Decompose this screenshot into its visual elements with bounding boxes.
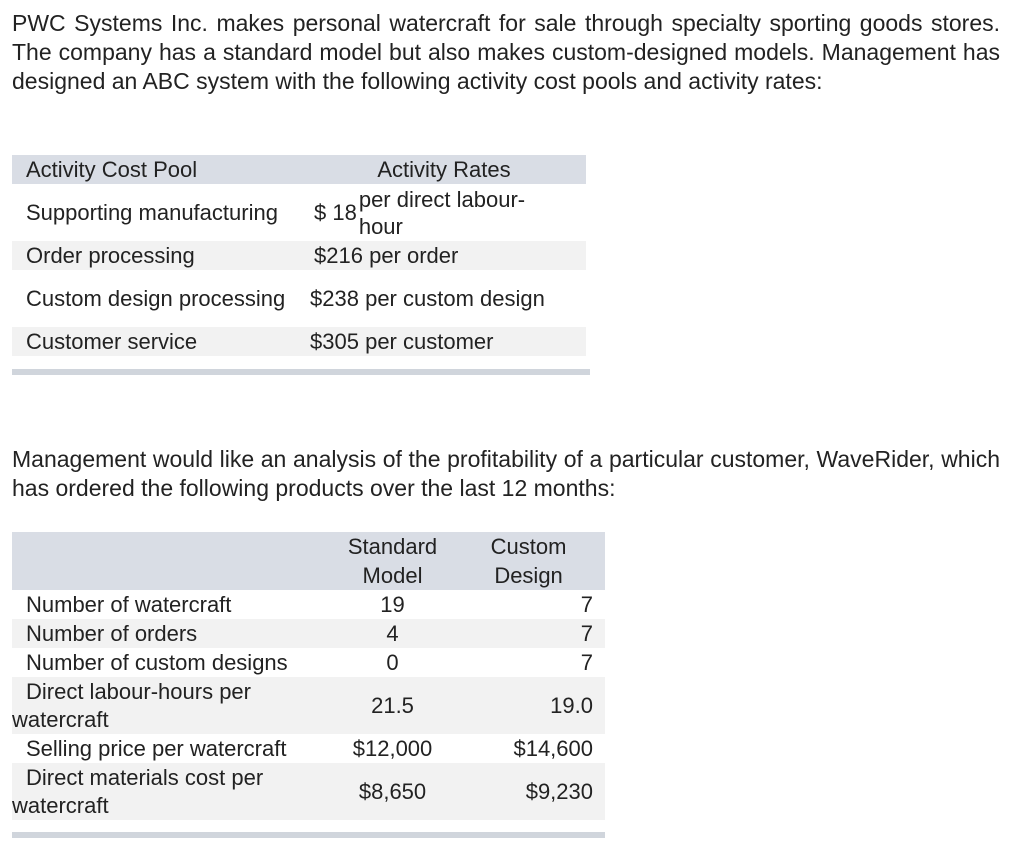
table-row bbox=[12, 241, 586, 270]
standard-value: 0 bbox=[386, 649, 399, 675]
custom-value: 7 bbox=[580, 591, 593, 617]
custom-value: 7 bbox=[452, 619, 605, 648]
custom-value: $14,600 bbox=[513, 735, 593, 761]
row-label: Direct materials cost per watercraft bbox=[12, 763, 333, 820]
rate-cell bbox=[302, 184, 586, 241]
table-bottom-rule bbox=[12, 369, 590, 375]
rate-amount: $216 bbox=[314, 242, 363, 268]
table-row bbox=[12, 327, 586, 356]
analysis-paragraph: Management would like an analysis of the profitability of a particular customer, WaveRider, which has ordered the following products over the last 12 months: bbox=[12, 446, 1000, 501]
header-activity-cost-pool: Activity Cost Pool bbox=[12, 155, 302, 184]
activity-table-header bbox=[12, 155, 586, 184]
waverider-products-table bbox=[12, 532, 605, 820]
rate-cell bbox=[302, 327, 586, 356]
row-label: Number of watercraft bbox=[26, 591, 232, 617]
header-activity-rates: Activity Rates bbox=[302, 155, 586, 184]
rate-unit: per customer bbox=[365, 329, 494, 354]
header-blank bbox=[12, 532, 333, 590]
rate-unit: per direct labour-hour bbox=[358, 186, 526, 239]
row-label: Selling price per watercraft bbox=[26, 735, 287, 761]
table-row bbox=[12, 590, 605, 619]
header-custom-design: Custom Design bbox=[452, 532, 605, 590]
rate-amount: $305 bbox=[310, 328, 359, 354]
standard-value: $12,000 bbox=[352, 735, 433, 761]
header-standard-model: Standard Model bbox=[333, 532, 452, 590]
row-label: Direct labour-hours per watercraft bbox=[12, 677, 333, 734]
row-label: Number of orders bbox=[12, 619, 333, 648]
intro-paragraph: PWC Systems Inc. makes personal watercraft for sale through specialty sporting goods stores. The company has a standard model but also makes custom-designed models. Management has designed an ABC system with the following activity cost pools and activity rates: bbox=[12, 10, 1000, 94]
table-row bbox=[12, 270, 586, 327]
standard-value: $8,650 bbox=[333, 763, 452, 820]
rate-cell bbox=[302, 241, 586, 270]
table-bottom-rule bbox=[12, 832, 605, 838]
rate-unit: per custom design bbox=[365, 286, 545, 311]
rate-amount: $ 18 bbox=[314, 199, 357, 225]
table-row bbox=[12, 763, 605, 820]
row-label: Number of custom designs bbox=[26, 649, 288, 675]
table-row bbox=[12, 184, 586, 241]
standard-value: 4 bbox=[333, 619, 452, 648]
table-row bbox=[12, 677, 605, 734]
product-table-header bbox=[12, 532, 605, 590]
table-row bbox=[12, 648, 605, 677]
pool-label: Customer service bbox=[12, 327, 302, 356]
rate-amount: $238 bbox=[310, 285, 359, 311]
custom-value: 19.0 bbox=[452, 677, 605, 734]
pool-label: Custom design processing bbox=[26, 285, 286, 311]
custom-value: 7 bbox=[580, 649, 593, 675]
standard-value: 21.5 bbox=[333, 677, 452, 734]
table-row bbox=[12, 619, 605, 648]
pool-label: Supporting manufacturing bbox=[26, 199, 278, 225]
pool-label: Order processing bbox=[12, 241, 302, 270]
rate-unit: per order bbox=[369, 243, 459, 268]
table-row bbox=[12, 734, 605, 763]
activity-rates-table bbox=[12, 155, 586, 356]
custom-value: $9,230 bbox=[452, 763, 605, 820]
rate-cell bbox=[302, 270, 586, 327]
standard-value: 19 bbox=[380, 591, 405, 617]
